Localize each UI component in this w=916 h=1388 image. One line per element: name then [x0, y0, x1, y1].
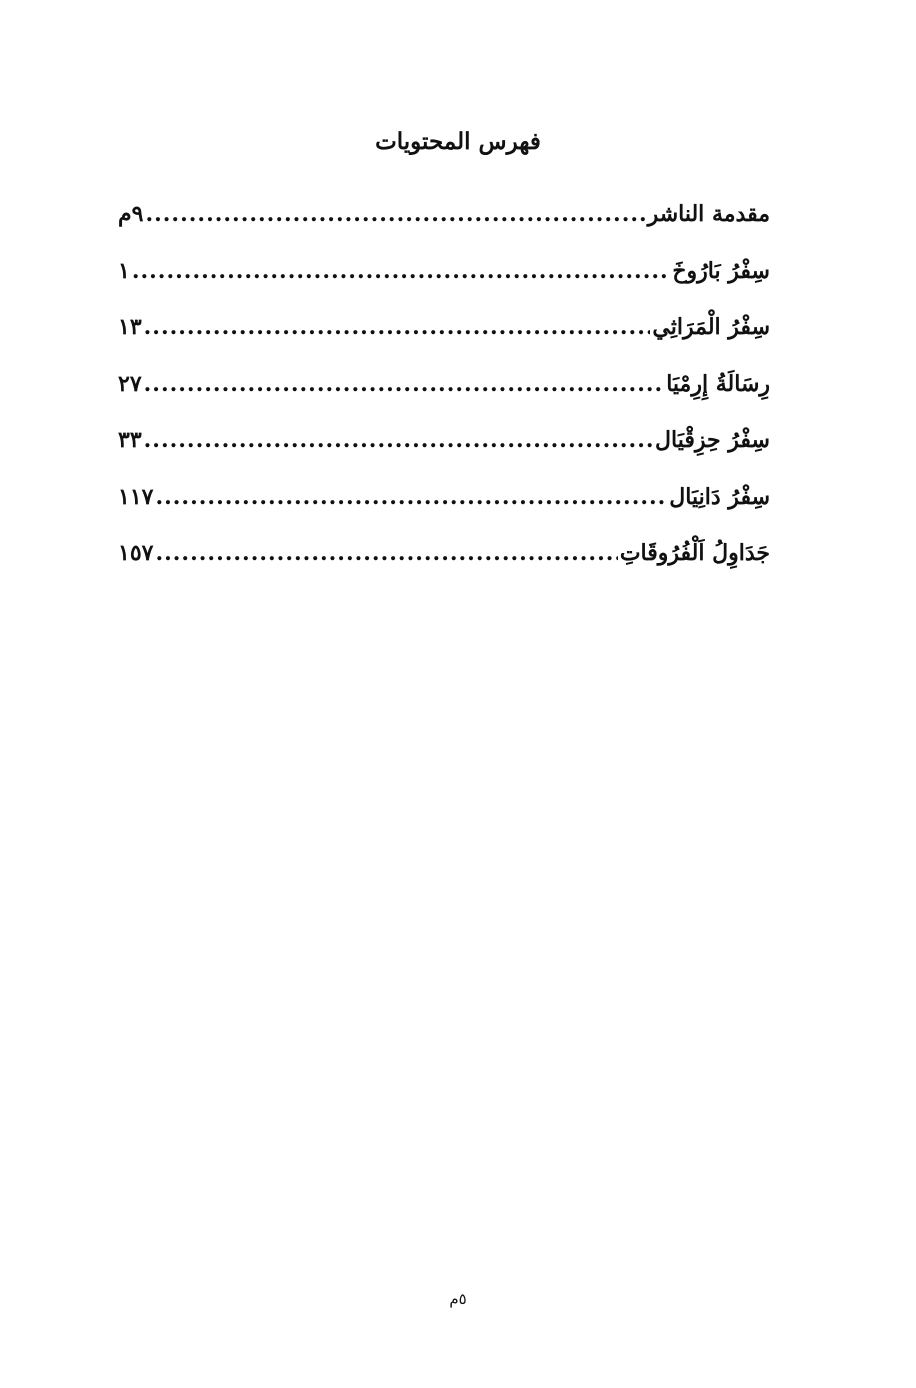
toc-entry-heading: سِفْرُ دَانِيَال [669, 483, 770, 510]
toc-leader-dots [144, 364, 665, 404]
toc-entry-heading: سِفْرُ بَارُوخَ [672, 257, 770, 284]
toc-entry-page: ٢٧ [118, 370, 142, 397]
toc-entry[interactable] [118, 477, 770, 534]
toc-entry-page: ٩م [118, 201, 144, 227]
toc-entry-page: ١٣ [118, 314, 142, 340]
toc-entry-page: ١٥٧ [118, 540, 154, 566]
toc-entry[interactable] [118, 364, 770, 421]
toc-title: فهرس المحتويات [375, 128, 541, 155]
toc-leader-dots [155, 477, 667, 517]
toc-list [118, 194, 770, 590]
toc-entry[interactable] [118, 194, 770, 251]
toc-entry-page: ٣٣ [118, 427, 142, 453]
toc-leader-dots [132, 251, 671, 291]
toc-entry[interactable] [118, 251, 770, 308]
toc-entry-heading: رِسَالَةُ إِرِمْيَا [666, 370, 770, 397]
toc-entry[interactable] [118, 307, 770, 364]
toc-entry-heading: جَدَاوِلُ اَلْفُرُوقَاتِ [619, 540, 770, 566]
toc-entry-page: ١١٧ [118, 483, 154, 510]
toc-entry-heading: سِفْرُ حِزِقْيَال [655, 427, 770, 453]
page-number: ٥م [449, 1290, 467, 1308]
toc-entry[interactable] [118, 420, 770, 477]
toc-leader-dots [145, 194, 645, 234]
toc-entry-heading: مقدمة الناشر [647, 201, 770, 227]
toc-entry-page: ١ [118, 257, 130, 284]
toc-leader-dots [155, 533, 617, 573]
toc-leader-dots [144, 420, 653, 460]
toc-entry[interactable] [118, 533, 770, 590]
toc-leader-dots [144, 307, 651, 347]
toc-entry-heading: سِفْرُ الْمَرَاثِي [652, 314, 770, 340]
